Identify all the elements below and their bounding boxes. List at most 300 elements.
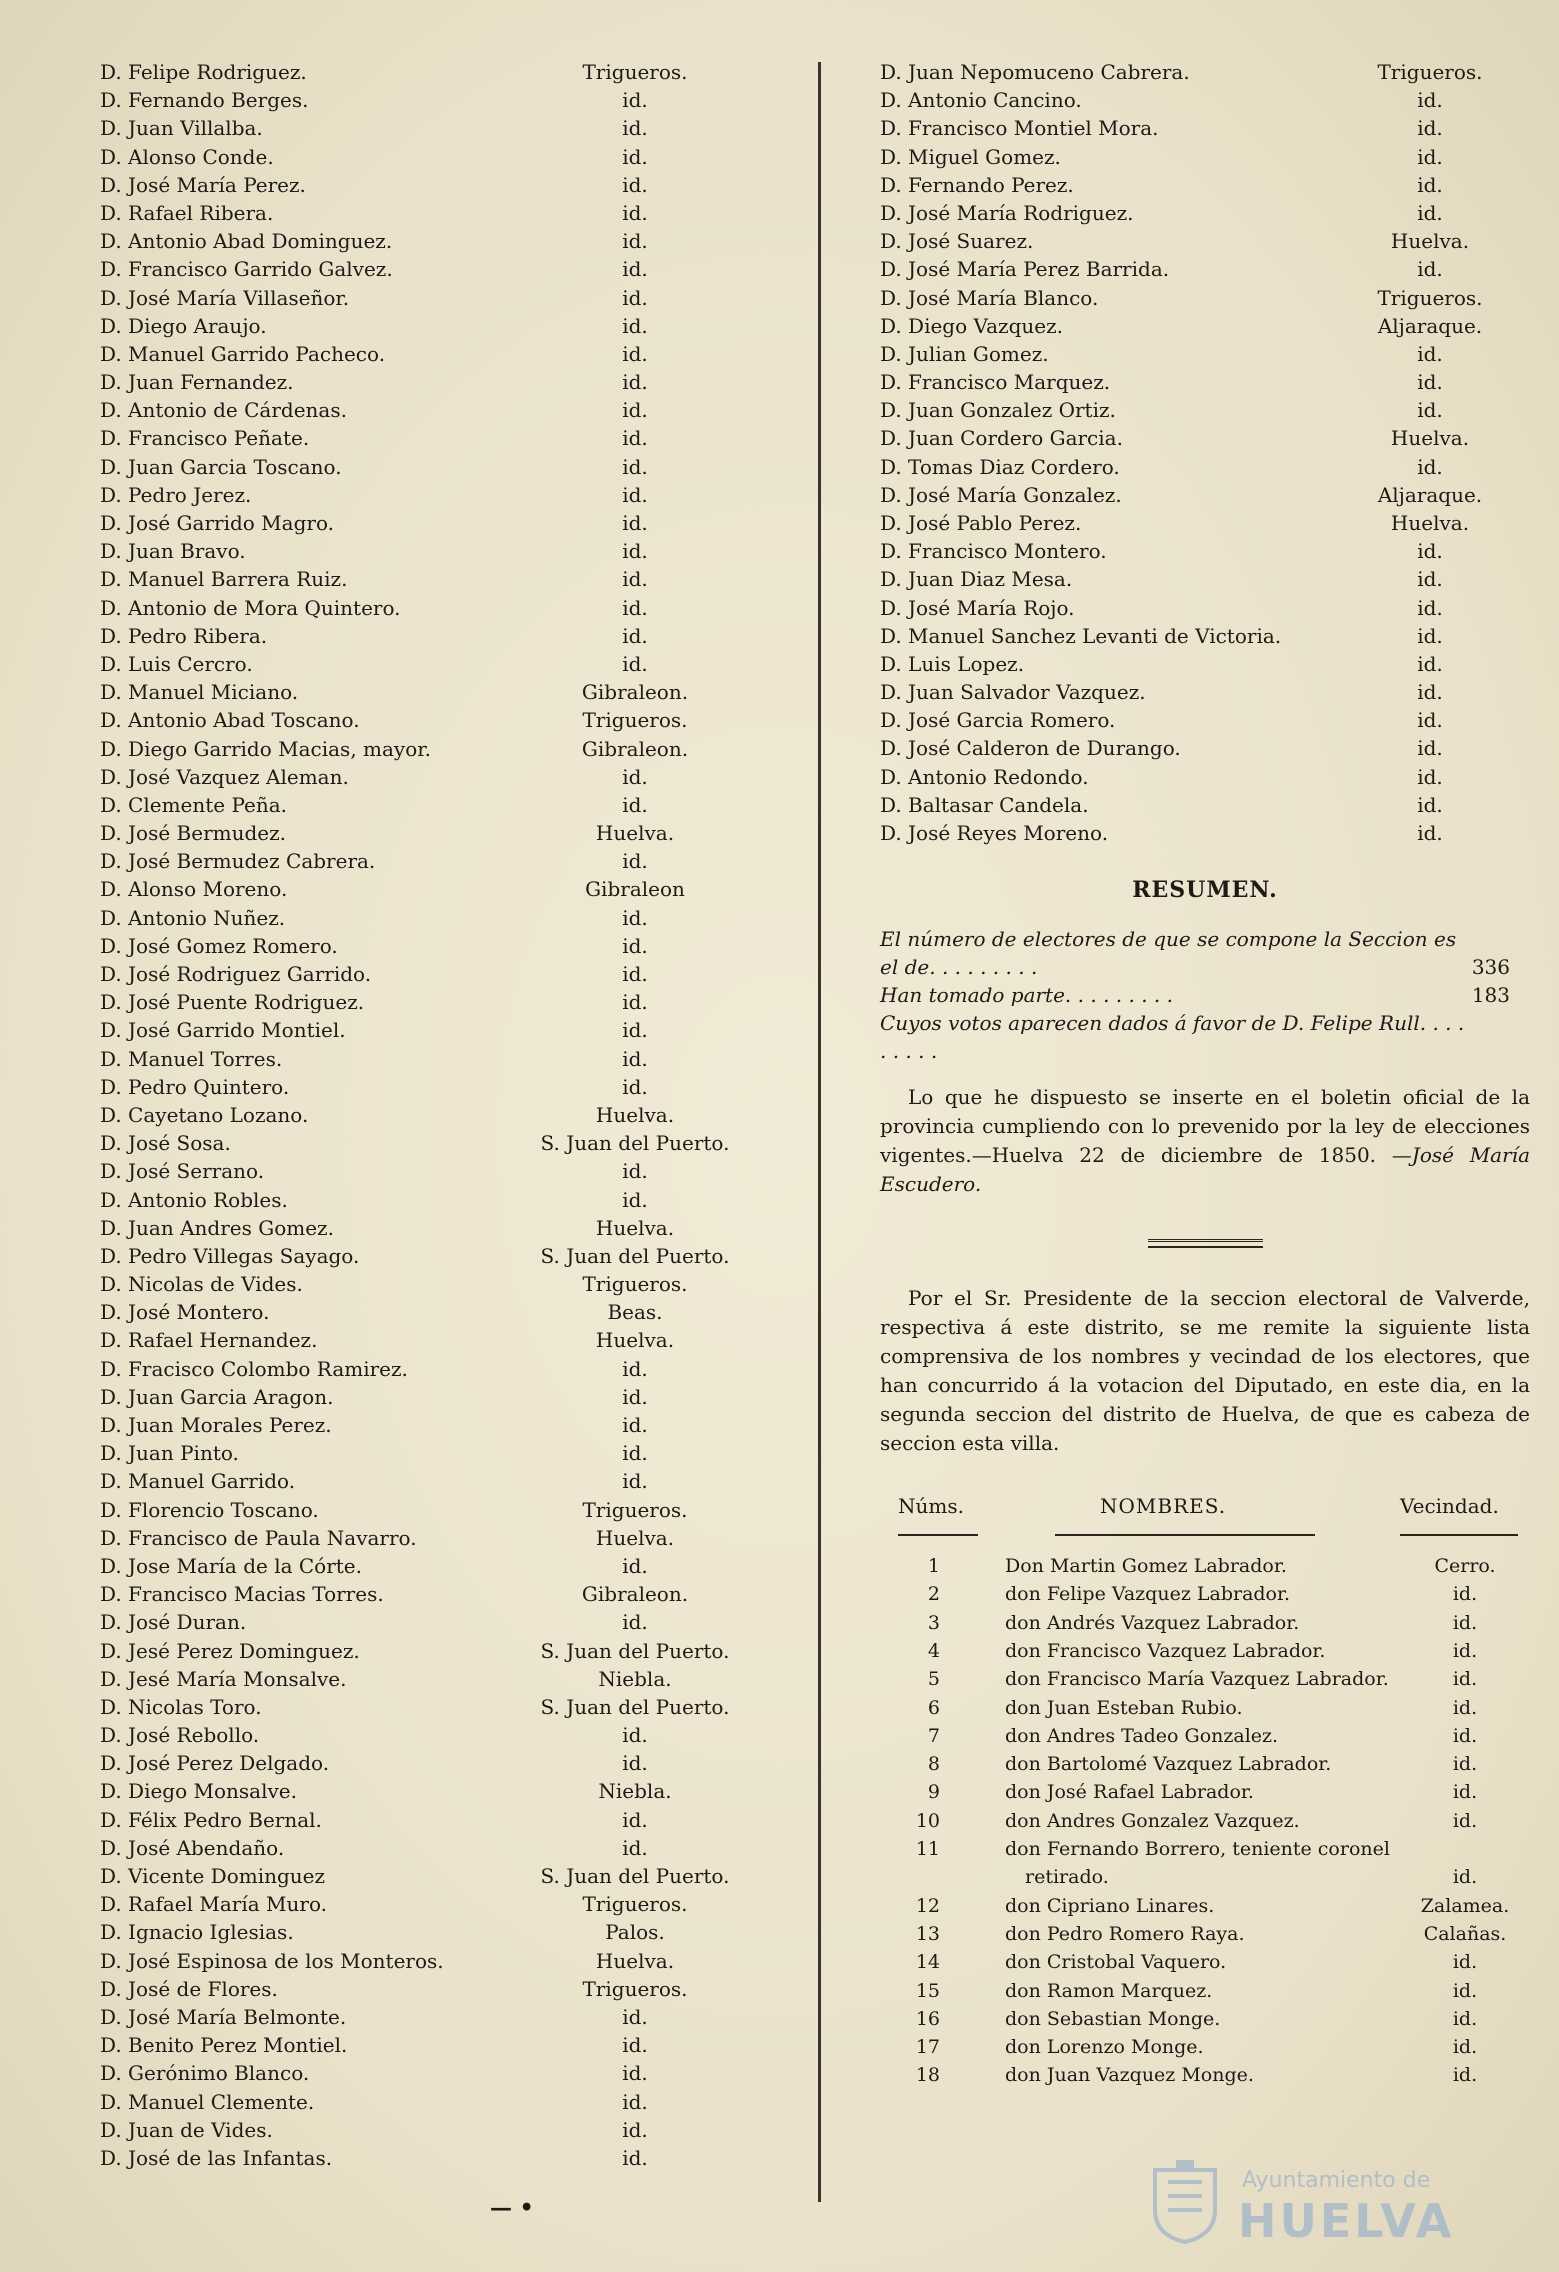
list-item (100, 594, 765, 622)
list-item (100, 1975, 765, 2003)
list-item (100, 1326, 765, 1354)
elector-name: D. José de Flores. (100, 1976, 278, 2001)
elector-name: D. José Espinosa de los Monteros. (100, 1948, 444, 1973)
right-column (880, 58, 1530, 2090)
elector-name: D. José Suarez. (880, 229, 1034, 254)
elector-town: id. (1417, 820, 1443, 845)
elector-town: id. (622, 1384, 648, 1409)
elector-name: D. José María Rodriguez. (880, 200, 1134, 225)
elector-name: D. José de las Infantas. (100, 2145, 333, 2170)
list-item (100, 622, 765, 650)
header-rule (898, 1534, 978, 1536)
elector-town: id. (622, 623, 648, 648)
publication-order (880, 1083, 1530, 1199)
list-item (880, 396, 1530, 424)
elector-name: D. Gerónimo Blanco. (100, 2061, 310, 2086)
elector-name: D. Cayetano Lozano. (100, 1102, 309, 1127)
elector-name: D. Francisco Peñate. (100, 426, 310, 451)
elector-name: D. José Pablo Perez. (880, 511, 1082, 535)
list-item (100, 396, 765, 424)
elector-name: don Juan Esteban Rubio. (1005, 1696, 1243, 1719)
list-item (100, 1186, 765, 1214)
elector-town: id. (622, 1159, 648, 1184)
header-town: Vecindad. (1400, 1494, 1499, 1519)
elector-name: D. Diego Araujo. (100, 313, 267, 338)
elector-name: D. Antonio Abad Toscano. (100, 708, 360, 733)
elector-number: 2 (927, 1583, 940, 1606)
list-item (100, 1439, 765, 1467)
elector-name: D. José María Perez Barrida. (880, 257, 1170, 282)
elector-town: id. (622, 651, 648, 676)
elector-town: id. (1417, 651, 1443, 676)
elector-name: D. Manuel Garrido. (100, 1469, 296, 1494)
elector-town: id. (622, 341, 648, 366)
elector-name: D. José Abendaño. (100, 1835, 285, 1860)
elector-town: id. (1417, 623, 1443, 648)
elector-name: D. Jose María de la Córte. (100, 1553, 363, 1578)
table-row (880, 1920, 1530, 1948)
archive-watermark (1150, 2160, 1490, 2250)
elector-town: id. (1417, 679, 1443, 704)
elector-number: 18 (915, 2064, 940, 2087)
elector-name: D. Baltasar Candela. (880, 792, 1089, 817)
elector-number: 17 (915, 2036, 940, 2059)
elector-name: D. José Duran. (100, 1610, 247, 1635)
elector-town: Trigueros. (582, 60, 688, 84)
elector-name: D. Felipe Rodriguez. (100, 60, 307, 84)
elector-number: 1 (927, 1555, 940, 1578)
list-item (100, 2144, 765, 2172)
elector-number: 9 (927, 1781, 940, 1804)
elector-town: Trigueros. (582, 1272, 688, 1297)
elector-town: id. (622, 1610, 648, 1635)
resumen-electors-value: 336 (1471, 955, 1510, 980)
elector-town: Gibraleon. (581, 680, 689, 705)
list-item (100, 2116, 765, 2144)
elector-name: don Francisco Vazquez Labrador. (1005, 1639, 1326, 1662)
list-item (100, 735, 765, 763)
list-item (100, 875, 765, 903)
list-item (880, 340, 1530, 368)
elector-name: D. Juan Pinto. (100, 1441, 239, 1466)
elector-name: don Andres Gonzalez Vazquez. (1005, 1809, 1300, 1832)
elector-name: D. Antonio Robles. (100, 1187, 288, 1212)
elector-name: D. Juan Morales Perez. (100, 1413, 332, 1437)
elector-town: id. (622, 1723, 648, 1748)
elector-town: id. (1417, 595, 1443, 620)
elector-town: id. (622, 792, 648, 817)
elector-name: D. José Rodriguez Garrido. (100, 962, 372, 986)
list-item (100, 368, 765, 396)
elector-name: D. José Calderon de Durango. (880, 736, 1181, 761)
elector-name: D. Juan Fernandez. (100, 370, 294, 395)
elector-number: 3 (927, 1611, 940, 1634)
elector-name: D. Juan Diaz Mesa. (880, 567, 1073, 592)
elector-town: S. Juan del Puerto. (540, 1243, 730, 1268)
list-item (100, 847, 765, 875)
table-row (880, 1750, 1530, 1778)
elector-name: D. Pedro Jerez. (100, 482, 252, 507)
list-item (100, 1552, 765, 1580)
header-num: Núms. (898, 1494, 964, 1519)
list-item (100, 1383, 765, 1411)
list-item (100, 1608, 765, 1636)
elector-name: D. Manuel Garrido Pacheco. (100, 341, 386, 366)
elector-name: D. Rafael Hernandez. (100, 1328, 318, 1353)
elector-name: D. Pedro Villegas Sayago. (100, 1243, 360, 1268)
elector-name: D. Antonio Redondo. (880, 764, 1089, 789)
list-item (880, 678, 1530, 706)
elector-name: D. Vicente Dominguez (100, 1864, 326, 1888)
elector-town: id. (1452, 1753, 1478, 1776)
elector-table (880, 1552, 1530, 2090)
elector-town: id. (1417, 200, 1443, 225)
elector-name: D. Alonso Conde. (100, 144, 274, 169)
list-item (100, 2088, 765, 2116)
elector-name: D. Juan Garcia Aragon. (100, 1384, 334, 1409)
table-row (880, 2005, 1530, 2033)
list-item (880, 594, 1530, 622)
elector-town: Niebla. (598, 1666, 672, 1691)
elector-town: Palos. (605, 1920, 665, 1945)
elector-town: id. (1417, 708, 1443, 733)
list-item (100, 284, 765, 312)
elector-town: id. (622, 454, 648, 479)
elector-town: id. (622, 2117, 648, 2142)
elector-name: D. Pedro Ribera. (100, 623, 268, 648)
right-elector-list (880, 58, 1530, 847)
elector-town: id. (622, 1046, 648, 1071)
elector-name: D. Antonio Abad Dominguez. (100, 229, 393, 254)
elector-name: D. Francisco Garrido Galvez. (100, 257, 393, 282)
list-item (880, 763, 1530, 791)
elector-town: id. (622, 511, 648, 535)
elector-town: id. (622, 849, 648, 874)
list-item (880, 453, 1530, 481)
list-item (100, 650, 765, 678)
elector-number: 10 (915, 1809, 940, 1832)
list-item (100, 1101, 765, 1129)
elector-name: D. Diego Garrido Macias, mayor. (100, 736, 431, 761)
elector-name: D. José María Blanco. (880, 285, 1099, 310)
elector-name: don Fernando Borrero, teniente coronel retirado. (1005, 1838, 1390, 1889)
list-item (100, 819, 765, 847)
elector-name: D. José Bermudez. (100, 821, 287, 846)
elector-town: Gibraleon. (581, 736, 689, 761)
list-item (880, 284, 1530, 312)
table-row (880, 1807, 1530, 1835)
list-item (100, 1242, 765, 1270)
list-item (880, 199, 1530, 227)
table-row (880, 1977, 1530, 2005)
list-item (100, 763, 765, 791)
elector-name: D. José María Gonzalez. (880, 482, 1122, 507)
elector-town: Zalamea. (1420, 1894, 1510, 1917)
resumen-electors-text: El número de electores de que se compone la Seccion es el de. . . . . . . . . (880, 927, 1457, 980)
elector-town: id. (622, 1356, 648, 1381)
signature: —José María Escudero. (880, 1143, 1530, 1197)
table-row (880, 1637, 1530, 1665)
elector-town: id. (622, 539, 648, 564)
list-item (880, 706, 1530, 734)
elector-town: Huelva. (595, 1102, 675, 1127)
list-item (100, 1721, 765, 1749)
list-item (100, 114, 765, 142)
elector-town: id. (1417, 736, 1443, 761)
list-item (100, 143, 765, 171)
list-item (100, 565, 765, 593)
elector-name: D. Juan Garcia Toscano. (100, 454, 342, 479)
elector-name: D. Nicolas Toro. (100, 1694, 262, 1719)
table-row (880, 1552, 1530, 1580)
list-item (100, 1298, 765, 1326)
elector-name: D. José Montero. (100, 1300, 270, 1325)
elector-name: D. Rafael Ribera. (100, 200, 274, 225)
elector-name: D. Francisco de Paula Navarro. (100, 1525, 417, 1550)
table-row (880, 1778, 1530, 1806)
list-item (100, 1890, 765, 1918)
elector-town: Cerro. (1434, 1555, 1496, 1578)
elector-name: D. Rafael María Muro. (100, 1892, 328, 1917)
elector-town: id. (622, 1807, 648, 1832)
elector-town: Trigueros. (582, 1497, 688, 1522)
watermark-line2: HUELVA (1238, 2194, 1455, 2248)
table-row (880, 1948, 1530, 1976)
elector-town: id. (1452, 1583, 1478, 1606)
list-item (100, 199, 765, 227)
list-item (100, 678, 765, 706)
elector-name: D. Manuel Miciano. (100, 680, 299, 705)
elector-town: Huelva. (595, 821, 675, 846)
elector-town: id. (622, 200, 648, 225)
elector-name: D. Juan de Vides. (100, 2117, 273, 2142)
elector-town: id. (1452, 1866, 1478, 1889)
list-item (100, 1777, 765, 1805)
elector-town: id. (1452, 1696, 1478, 1719)
elector-town: id. (622, 1469, 648, 1494)
header-rule (1055, 1534, 1315, 1536)
list-item (100, 1157, 765, 1185)
elector-town: id. (622, 229, 648, 254)
elector-name: D. Francisco Montiel Mora. (880, 116, 1159, 141)
elector-name: D. Fernando Berges. (100, 88, 309, 113)
elector-town: Gibraleon. (581, 1582, 689, 1607)
elector-name: don Francisco María Vazquez Labrador. (1005, 1668, 1389, 1691)
elector-name: D. Diego Vazquez. (880, 313, 1063, 338)
elector-town: id. (1417, 370, 1443, 395)
elector-town: id. (622, 144, 648, 169)
elector-name: don Sebastian Monge. (1005, 2007, 1221, 2030)
elector-number: 15 (915, 1979, 940, 2002)
elector-town: id. (622, 2033, 648, 2058)
elector-town: id. (622, 1187, 648, 1212)
elector-town: Trigueros. (582, 1892, 688, 1917)
elector-name: D. Francisco Montero. (880, 539, 1107, 564)
elector-town: id. (1417, 257, 1443, 282)
list-item (100, 1834, 765, 1862)
resumen-participants-value: 183 (1471, 983, 1510, 1008)
list-item (100, 171, 765, 199)
list-item (100, 1214, 765, 1242)
elector-name: D. José Vazquez Aleman. (100, 764, 349, 789)
table-row (880, 1892, 1530, 1920)
list-item (100, 1918, 765, 1946)
elector-name: D. Pedro Quintero. (100, 1074, 290, 1099)
table-row (880, 2061, 1530, 2089)
list-item (880, 622, 1530, 650)
list-item (100, 453, 765, 481)
elector-name: D. José Garcia Romero. (880, 708, 1116, 733)
elector-name: D. Ignacio Iglesias. (100, 1920, 294, 1945)
list-item (880, 227, 1530, 255)
table-row (880, 1665, 1530, 1693)
list-item (100, 1947, 765, 1975)
elector-name: D. José María Belmonte. (100, 2004, 347, 2029)
table-row (880, 1609, 1530, 1637)
elector-town: S. Juan del Puerto. (540, 1638, 730, 1663)
table-row (880, 1835, 1530, 1892)
list-item (100, 1693, 765, 1721)
elector-name: D. José Garrido Montiel. (100, 1018, 346, 1043)
elector-number: 16 (915, 2007, 940, 2030)
list-item (100, 1496, 765, 1524)
list-item (880, 481, 1530, 509)
elector-town: Trigueros. (1377, 285, 1483, 310)
elector-town: id. (622, 2061, 648, 2086)
elector-town: id. (622, 116, 648, 141)
elector-name: don Bartolomé Vazquez Labrador. (1005, 1753, 1332, 1776)
list-item (100, 904, 765, 932)
header-names: NOMBRES. (1100, 1494, 1227, 1519)
list-item (100, 1411, 765, 1439)
elector-town: Huelva. (1390, 511, 1470, 535)
elector-town: Aljaraque. (1377, 482, 1483, 507)
elector-town: id. (1452, 1611, 1478, 1634)
elector-name: D. Antonio de Cárdenas. (100, 398, 347, 423)
elector-town: Huelva. (595, 1525, 675, 1550)
elector-town: id. (1452, 1639, 1478, 1662)
list-item (100, 1524, 765, 1552)
elector-town: id. (1417, 88, 1443, 113)
elector-town: id. (622, 962, 648, 986)
elector-name: D. José Sosa. (100, 1131, 231, 1156)
elector-name: D. Juan Villalba. (100, 116, 263, 141)
elector-name: D. Florencio Toscano. (100, 1497, 319, 1522)
elector-town: id. (622, 313, 648, 338)
list-item (100, 509, 765, 537)
elector-name: don Felipe Vazquez Labrador. (1005, 1583, 1291, 1606)
elector-name: D. Juan Andres Gomez. (100, 1215, 334, 1240)
elector-town: Aljaraque. (1377, 313, 1483, 338)
elector-town: id. (622, 370, 648, 395)
list-item (100, 706, 765, 734)
elector-town: id. (1417, 764, 1443, 789)
list-item (100, 960, 765, 988)
elector-name: D. Manuel Clemente. (100, 2089, 315, 2114)
table-row (880, 1694, 1530, 1722)
elector-town: id. (622, 1074, 648, 1099)
elector-name: D. Jesé Perez Dominguez. (100, 1638, 360, 1663)
list-item (100, 227, 765, 255)
elector-town: id. (622, 595, 648, 620)
list-item (100, 255, 765, 283)
elector-town: id. (622, 1441, 648, 1466)
elector-number: 7 (927, 1724, 940, 1747)
resumen-votes-line (880, 1009, 1530, 1065)
list-item (880, 565, 1530, 593)
list-item (100, 58, 765, 86)
elector-name: D. Alonso Moreno. (100, 877, 288, 902)
elector-town: id. (622, 1413, 648, 1437)
elector-name: D. José Reyes Moreno. (880, 820, 1109, 845)
list-item (880, 424, 1530, 452)
list-item (100, 2059, 765, 2087)
resumen-participants-text: Han tomado parte. . . . . . . . . (880, 983, 1174, 1008)
elector-number: 14 (915, 1951, 940, 1974)
list-item (100, 1580, 765, 1608)
elector-town: id. (1417, 172, 1443, 197)
elector-town: Calañas. (1423, 1922, 1507, 1945)
elector-number: 11 (915, 1838, 940, 1861)
list-item (100, 340, 765, 368)
elector-name: Don Martin Gomez Labrador. (1005, 1555, 1287, 1578)
list-item (100, 86, 765, 114)
elector-town: id. (622, 398, 648, 423)
elector-town: id. (1417, 454, 1443, 479)
elector-town: id. (622, 764, 648, 789)
list-item (880, 114, 1530, 142)
list-item (100, 424, 765, 452)
section-rule (1148, 1239, 1263, 1248)
crest-icon (1150, 2160, 1220, 2245)
list-item (880, 171, 1530, 199)
table-row (880, 2033, 1530, 2061)
list-item (100, 312, 765, 340)
elector-name: D. José María Villaseñor. (100, 285, 350, 310)
list-item (880, 143, 1530, 171)
elector-name: D. Julian Gomez. (880, 341, 1049, 366)
elector-name: D. Benito Perez Montiel. (100, 2033, 348, 2058)
elector-name: D. Antonio Nuñez. (100, 905, 286, 930)
elector-town: Gibraleon (585, 877, 685, 902)
list-item (100, 988, 765, 1016)
elector-number: 4 (927, 1639, 940, 1662)
list-item (100, 1129, 765, 1157)
elector-town: id. (622, 172, 648, 197)
elector-name: D. José María Rojo. (880, 595, 1075, 620)
elector-name: don Cristobal Vaquero. (1005, 1951, 1227, 1974)
elector-name: don Ramon Marquez. (1005, 1979, 1213, 2002)
list-item (880, 58, 1530, 86)
elector-name: D. José Puente Rodriguez. (100, 990, 365, 1015)
list-item (100, 1862, 765, 1890)
elector-town: id. (622, 482, 648, 507)
watermark-line1: Ayuntamiento de (1242, 2168, 1431, 2193)
elector-town: id. (1452, 1781, 1478, 1804)
elector-name: D. Juan Bravo. (100, 539, 246, 564)
list-item (880, 734, 1530, 762)
list-item (880, 819, 1530, 847)
resumen-participants-line (880, 981, 1530, 1009)
left-elector-list (100, 58, 765, 2172)
elector-town: id. (622, 1835, 648, 1860)
elector-town: id. (1417, 144, 1443, 169)
elector-town: id. (622, 285, 648, 310)
elector-town: id. (622, 88, 648, 113)
elector-town: id. (622, 2004, 648, 2029)
list-item (100, 1467, 765, 1495)
table-row (880, 1722, 1530, 1750)
